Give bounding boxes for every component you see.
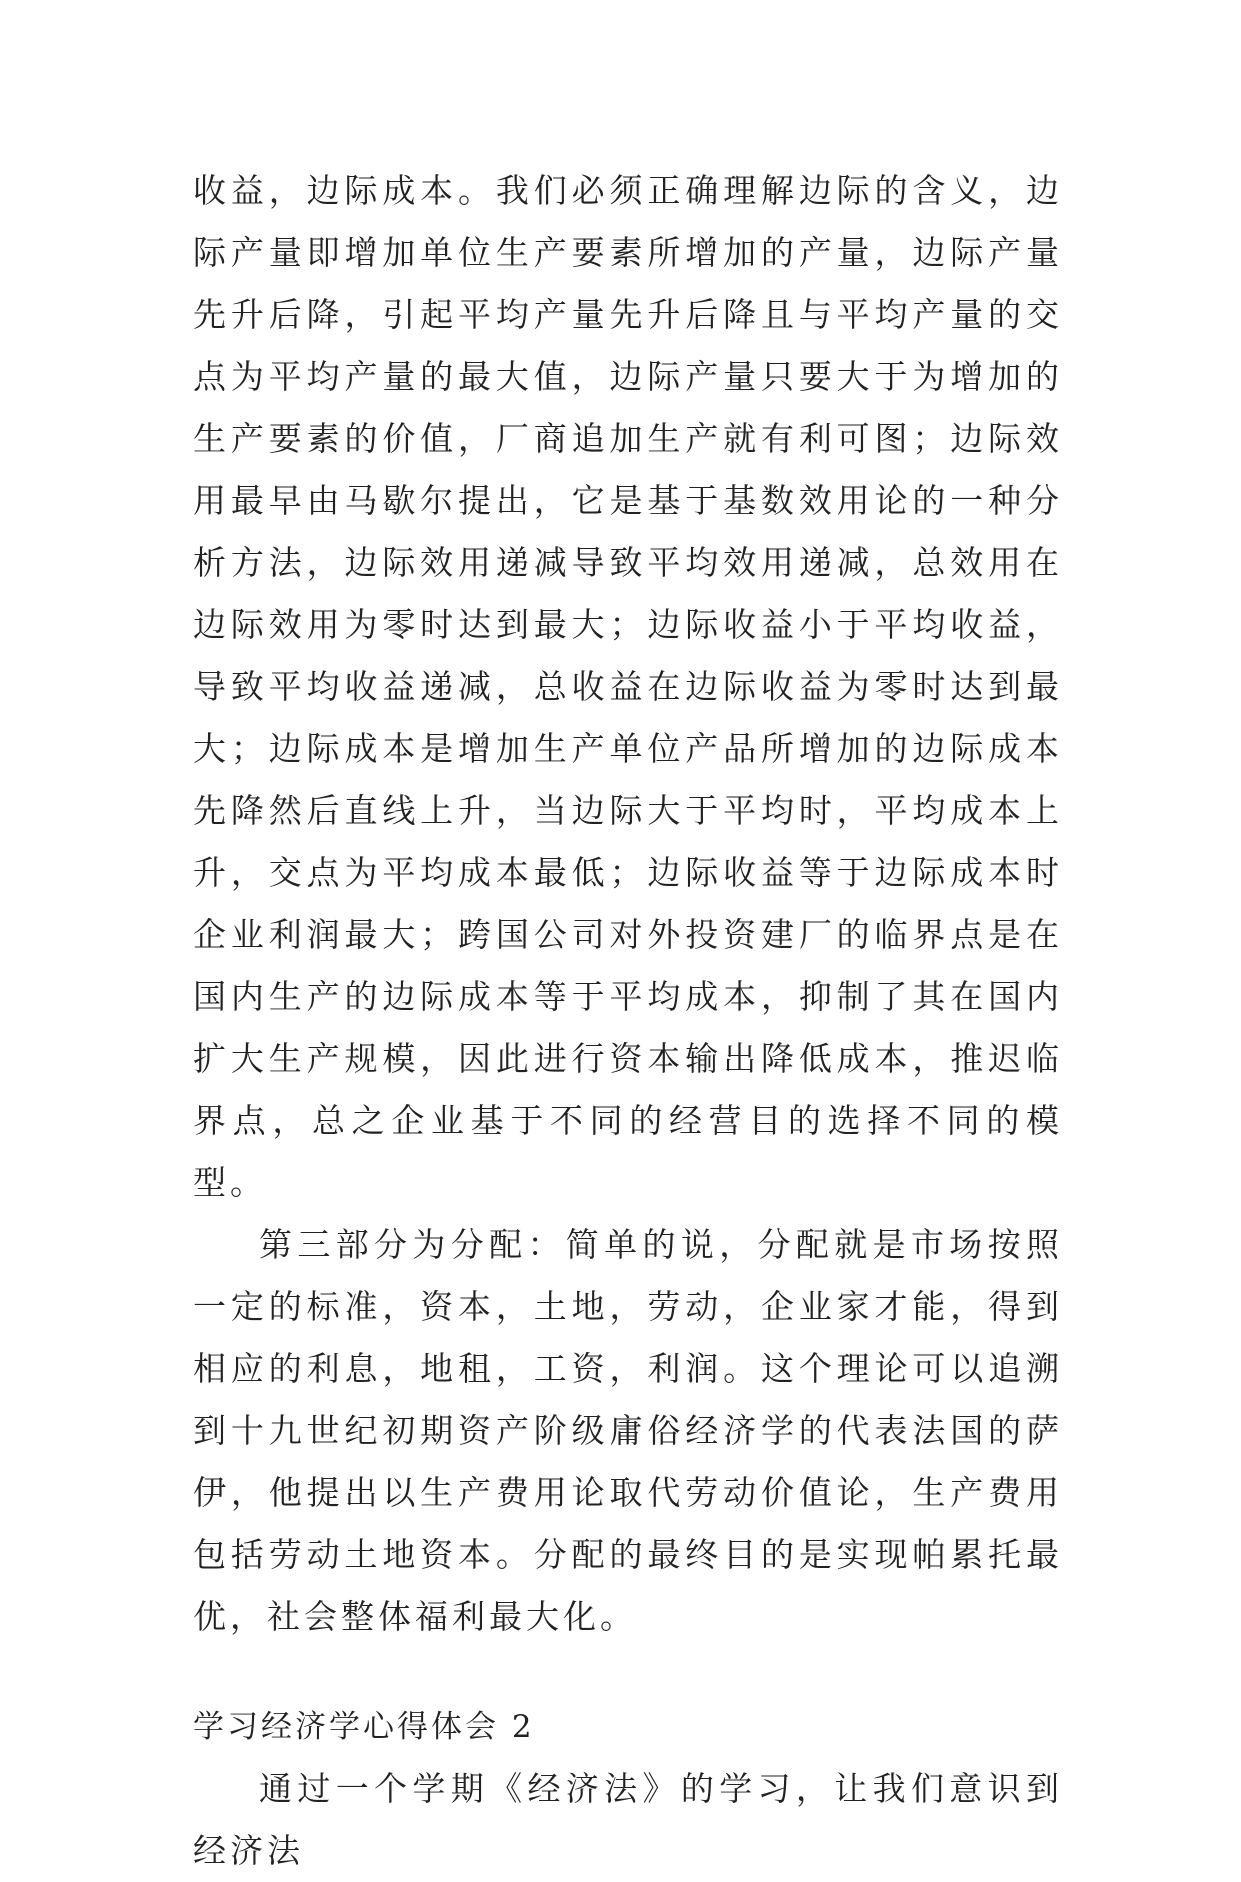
document-page <box>193 160 1063 1882</box>
body-paragraph-1: 收益，边际成本。我们必须正确理解边际的含义，边际产量即增加单位生产要素所增加的产量，边际产量先升后降，引起平均产量先升后降且与平均产量的交点为平均产量的最大值，边际产量只要大于为增加的生产要素的价值，厂商追加生产就有利可图；边际效用最早由马歇尔提出，它是基于基数效用论的一种分析方法，边际效用递减导致平均效用递减，总效用在边际效用为零时达到最大；边际收益小于平均收益，导致平均收益递减，总收益在边际收益为零时达到最大；边际成本是增加生产单位产品所增加的边际成本先降然后直线上升，当边际大于平均时，平均成本上升，交点为平均成本最低；边际收益等于边际成本时企业利润最大；跨国公司对外投资建厂的临界点是在国内生产的边际成本等于平均成本，抑制了其在国内扩大生产规模，因此进行资本输出降低成本，推迟临界点，总之企业基于不同的经营目的选择不同的模型。 <box>193 171 1063 1202</box>
body-paragraph-2: 第三部分为分配：简单的说，分配就是市场按照一定的标准，资本，土地，劳动，企业家才能，得到相应的利息，地租，工资，利润。这个理论可以追溯到十九世纪初期资产阶级庸俗经济学的代表法国的萨伊，他提出以生产费用论取代劳动价值论，生产费用包括劳动土地资本。分配的最终目的是实现帕累托最优，社会整体福利最大化。 <box>193 1225 1063 1636</box>
section-paragraph: 通过一个学期《经济法》的学习，让我们意识到经济法 <box>193 1769 1063 1870</box>
section-heading: 学习经济学心得体会 2 <box>193 1709 535 1745</box>
